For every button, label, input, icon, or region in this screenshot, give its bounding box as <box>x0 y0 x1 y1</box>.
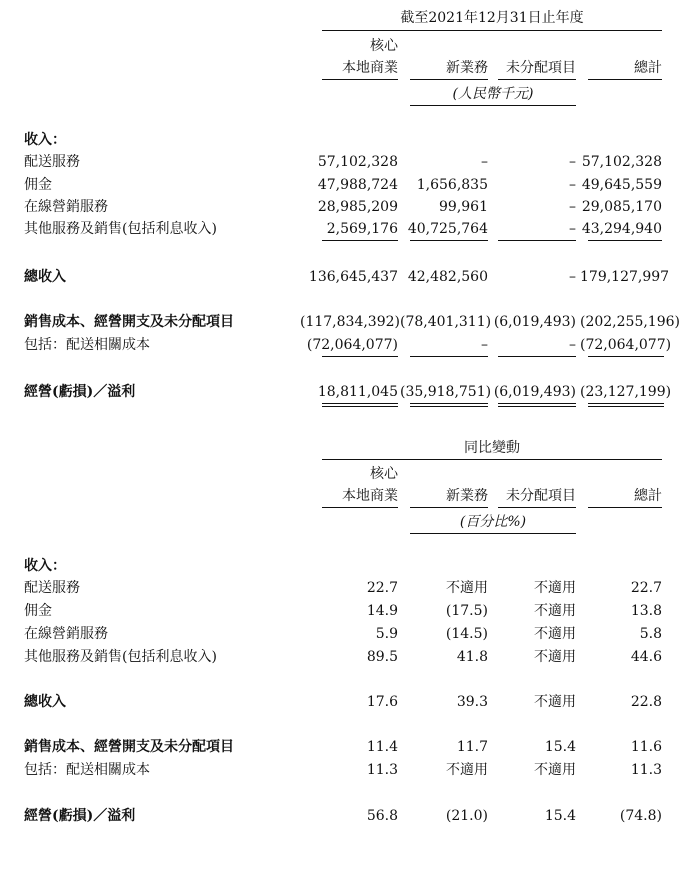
total-revenue-unalloc: 不適用 <box>534 694 576 710</box>
cost-total: (202,255,196) <box>580 314 680 330</box>
row-new-value: 40,725,764 <box>407 221 488 237</box>
includes-unalloc: 不適用 <box>534 762 576 778</box>
operating-unalloc: (6,019,493) <box>493 384 576 400</box>
row-total-value: 5.8 <box>639 626 662 642</box>
operating-total: (23,127,199) <box>580 384 672 400</box>
operating-double-rule-total <box>588 403 664 407</box>
col-unalloc: 未分配項目 <box>506 60 576 76</box>
total-revenue-total: 22.8 <box>630 694 662 710</box>
row-unalloc-value: – <box>569 199 576 215</box>
row-unalloc-value: 不適用 <box>534 626 576 642</box>
col-rule-core <box>322 507 398 508</box>
operating-double-rule-core <box>322 403 398 407</box>
operating-new: (21.0) <box>445 808 488 824</box>
row-total-value: 43,294,940 <box>581 221 662 237</box>
operating-label: 經營(虧損)／溢利 <box>24 808 136 824</box>
col-new: 新業務 <box>446 60 488 76</box>
unit-rule <box>410 533 576 534</box>
subtotal-rule-core <box>322 240 398 241</box>
col-rule-new <box>410 79 488 80</box>
col-rule-core <box>322 79 398 80</box>
subtotal-rule-unalloc <box>498 240 576 241</box>
row-unalloc-value: 不適用 <box>534 649 576 665</box>
total-revenue-core: 136,645,437 <box>308 269 398 285</box>
row-new-value: 41.8 <box>456 649 488 665</box>
row-total-value: 49,645,559 <box>581 177 662 193</box>
cost-rule-core <box>322 356 398 357</box>
cost-unalloc: 15.4 <box>544 739 576 755</box>
col-rule-new <box>410 507 488 508</box>
total-revenue-label: 總收入 <box>24 694 66 710</box>
row-core-value: 89.5 <box>366 649 398 665</box>
col-rule-total <box>588 507 662 508</box>
row-core-value: 22.7 <box>366 580 398 596</box>
total-revenue-core: 17.6 <box>366 694 398 710</box>
total-revenue-new: 39.3 <box>456 694 488 710</box>
row-unalloc-value: – <box>569 221 576 237</box>
row-new-value: – <box>481 154 488 170</box>
row-label: 配送服務 <box>24 580 80 596</box>
cost-rule-total <box>588 356 664 357</box>
includes-core: 11.3 <box>366 762 398 778</box>
subtotal-rule-total <box>588 240 662 241</box>
unit-label: (百分比%) <box>459 514 527 530</box>
row-label: 其他服務及銷售(包括利息收入) <box>24 649 217 665</box>
row-unalloc-value: – <box>569 177 576 193</box>
col-new: 新業務 <box>446 488 488 504</box>
row-total-value: 44.6 <box>630 649 662 665</box>
row-core-value: 28,985,209 <box>317 199 398 215</box>
yoy-header: 同比變動 <box>464 440 520 456</box>
row-new-value: 1,656,835 <box>416 177 488 193</box>
yoy-rule <box>322 459 662 460</box>
row-new-value: 99,961 <box>439 199 488 215</box>
operating-unalloc: 15.4 <box>544 808 576 824</box>
row-unalloc-value: 不適用 <box>534 603 576 619</box>
row-total-value: 22.7 <box>630 580 662 596</box>
cost-new: 11.7 <box>456 739 488 755</box>
col-rule-unalloc <box>498 507 576 508</box>
unit-rule <box>410 105 576 106</box>
total-revenue-unalloc: – <box>569 269 576 285</box>
col-total: 總計 <box>634 488 662 504</box>
cost-label: 銷售成本、經營開支及未分配項目 <box>24 314 234 330</box>
includes-new: – <box>481 337 488 353</box>
row-new-value: (14.5) <box>445 626 488 642</box>
cost-label: 銷售成本、經營開支及未分配項目 <box>24 739 234 755</box>
row-label: 其他服務及銷售(包括利息收入) <box>24 221 217 237</box>
row-label: 佣金 <box>24 177 52 193</box>
operating-total: (74.8) <box>619 808 662 824</box>
row-label: 在線營銷服務 <box>24 626 108 642</box>
row-label: 在線營銷服務 <box>24 199 108 215</box>
operating-double-rule-unalloc <box>498 403 576 407</box>
row-core-value: 14.9 <box>366 603 398 619</box>
subtotal-rule-new <box>410 240 488 241</box>
cost-rule-new <box>410 356 488 357</box>
total-revenue-total: 179,127,997 <box>580 269 670 285</box>
includes-core: (72,064,077) <box>306 337 398 353</box>
operating-label: 經營(虧損)／溢利 <box>24 384 136 400</box>
includes-label: 包括：配送相關成本 <box>24 762 150 778</box>
row-total-value: 13.8 <box>630 603 662 619</box>
cost-new: (78,401,311) <box>400 314 492 330</box>
includes-total: 11.3 <box>630 762 662 778</box>
row-new-value: 不適用 <box>446 580 488 596</box>
row-new-value: (17.5) <box>445 603 488 619</box>
cost-unalloc: (6,019,493) <box>493 314 576 330</box>
operating-core: 18,811,045 <box>317 384 398 400</box>
row-label: 配送服務 <box>24 154 80 170</box>
total-revenue-new: 42,482,560 <box>407 269 488 285</box>
row-unalloc-value: – <box>569 154 576 170</box>
total-revenue-label: 總收入 <box>24 269 66 285</box>
period-header: 截至2021年12月31日止年度 <box>400 10 584 26</box>
row-total-value: 29,085,170 <box>581 199 662 215</box>
row-core-value: 2,569,176 <box>326 221 398 237</box>
operating-new: (35,918,751) <box>400 384 492 400</box>
cost-core: 11.4 <box>366 739 398 755</box>
col-core-line2: 本地商業 <box>342 60 398 76</box>
row-core-value: 57,102,328 <box>317 154 398 170</box>
operating-core: 56.8 <box>366 808 398 824</box>
period-rule <box>322 30 662 31</box>
includes-unalloc: – <box>569 337 576 353</box>
col-core-line2: 本地商業 <box>342 488 398 504</box>
includes-new: 不適用 <box>446 762 488 778</box>
col-total: 總計 <box>634 60 662 76</box>
col-rule-unalloc <box>498 79 576 80</box>
operating-double-rule-new <box>410 403 488 407</box>
unit-label: (人民幣千元) <box>452 86 534 102</box>
row-unalloc-value: 不適用 <box>534 580 576 596</box>
row-core-value: 47,988,724 <box>317 177 398 193</box>
col-rule-total <box>588 79 662 80</box>
cost-core: (117,834,392) <box>300 314 400 330</box>
includes-label: 包括：配送相關成本 <box>24 337 150 353</box>
row-core-value: 5.9 <box>375 626 398 642</box>
includes-total: (72,064,077) <box>580 337 672 353</box>
col-unalloc: 未分配項目 <box>506 488 576 504</box>
col-core-line1: 核心 <box>370 38 398 54</box>
col-core-line1: 核心 <box>370 466 398 482</box>
cost-rule-unalloc <box>498 356 576 357</box>
row-total-value: 57,102,328 <box>581 154 662 170</box>
cost-total: 11.6 <box>630 739 662 755</box>
row-label: 佣金 <box>24 603 52 619</box>
revenue-heading: 收入： <box>24 132 66 148</box>
revenue-heading: 收入： <box>24 558 66 574</box>
